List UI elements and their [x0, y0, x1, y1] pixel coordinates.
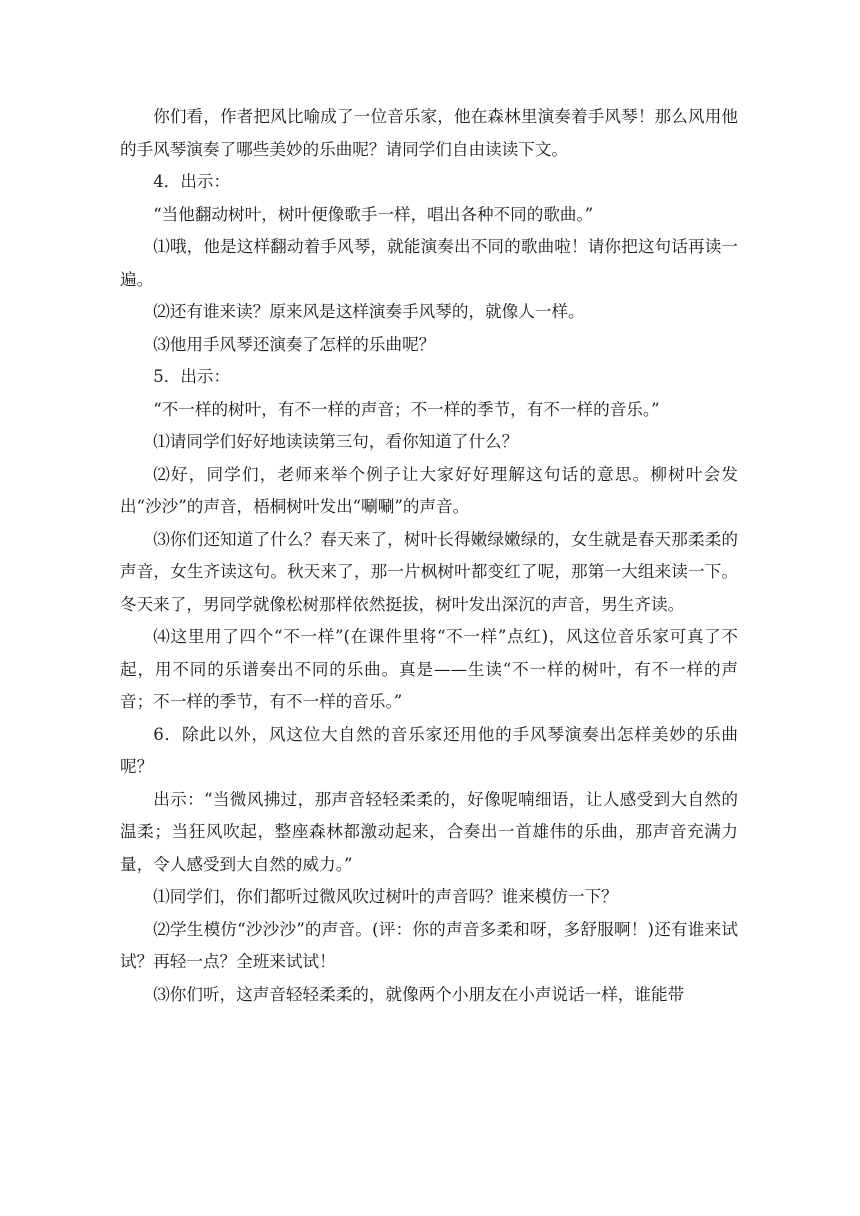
paragraph-step-4: 4．出示： — [153, 172, 231, 191]
paragraph-quote-1: “当他翻动树叶，树叶便像歌手一样，唱出各种不同的歌曲。” — [153, 204, 594, 224]
paragraph-step-5: 5．出示： — [153, 367, 231, 386]
paragraph-quote-2: “不一样的树叶，有不一样的声音；不一样的季节，有不一样的音乐。” — [153, 399, 660, 419]
document-body — [120, 101, 738, 1011]
paragraph-6-3: ⑶你们听，这声音轻轻柔柔的，就像两个小朋友在小声说话一样，谁能带 — [153, 984, 685, 1004]
paragraph-quote-3: 出示：“当微风拂过，那声音轻轻柔柔的，好像呢喃细语，让人感受到大自然的温柔；当狂风吹起，整座森林都激动起来，合奏出一首雄伟的乐曲，那声音充满力量，令人感受到大自然的威力。” — [120, 789, 738, 874]
paragraph-4-1: ⑴哦，他是这样翻动着手风琴，就能演奏出不同的歌曲啦！请你把这句话再读一遍。 — [120, 237, 738, 289]
paragraph-5-3: ⑶你们还知道了什么？春天来了，树叶长得嫩绿嫩绿的，女生就是春天那柔柔的声音，女生齐读这句。秋天来了，那一片枫树叶都变红了呢，那第一大组来读一下。冬天来了，男同学就像松树那样依然挺拔，树叶发出深沉的声音，男生齐读。 — [120, 529, 738, 614]
paragraph-4-3: ⑶他用手风琴还演奏了怎样的乐曲呢？ — [153, 334, 436, 354]
paragraph-5-1: ⑴请同学们好好地读读第三句，看你知道了什么？ — [153, 432, 519, 451]
paragraph-step-6: 6．除此以外，风这位大自然的音乐家还用他的手风琴演奏出怎样美妙的乐曲呢？ — [120, 724, 738, 776]
paragraph-5-4: ⑷这里用了四个“不一样”(在课件里将“不一样”点红)，风这位音乐家可真了不起，用不同的乐谱奏出不同的乐曲。真是——生读“不一样的树叶，有不一样的声音；不一样的季节，有不一样的音乐。” — [120, 627, 738, 711]
paragraph-6-2: ⑵学生模仿“沙沙沙”的声音。(评：你的声音多柔和呀，多舒服啊！)还有谁来试试？再轻一点？全班来试试！ — [120, 919, 738, 971]
paragraph-4-2: ⑵还有谁来读？原来风是这样演奏手风琴的，就像人一样。 — [153, 302, 585, 321]
paragraph-intro: 你们看，作者把风比喻成了一位音乐家，他在森林里演奏着手风琴！那么风用他的手风琴演奏了哪些美妙的乐曲呢？请同学们自由读读下文。 — [120, 107, 738, 159]
paragraph-6-1: ⑴同学们，你们都听过微风吹过树叶的声音吗？谁来模仿一下？ — [153, 887, 618, 906]
paragraph-5-2: ⑵好，同学们，老师来举个例子让大家好好理解这句话的意思。柳树叶会发出“沙沙”的声音，梧桐树叶发出“唰唰”的声音。 — [120, 464, 738, 516]
